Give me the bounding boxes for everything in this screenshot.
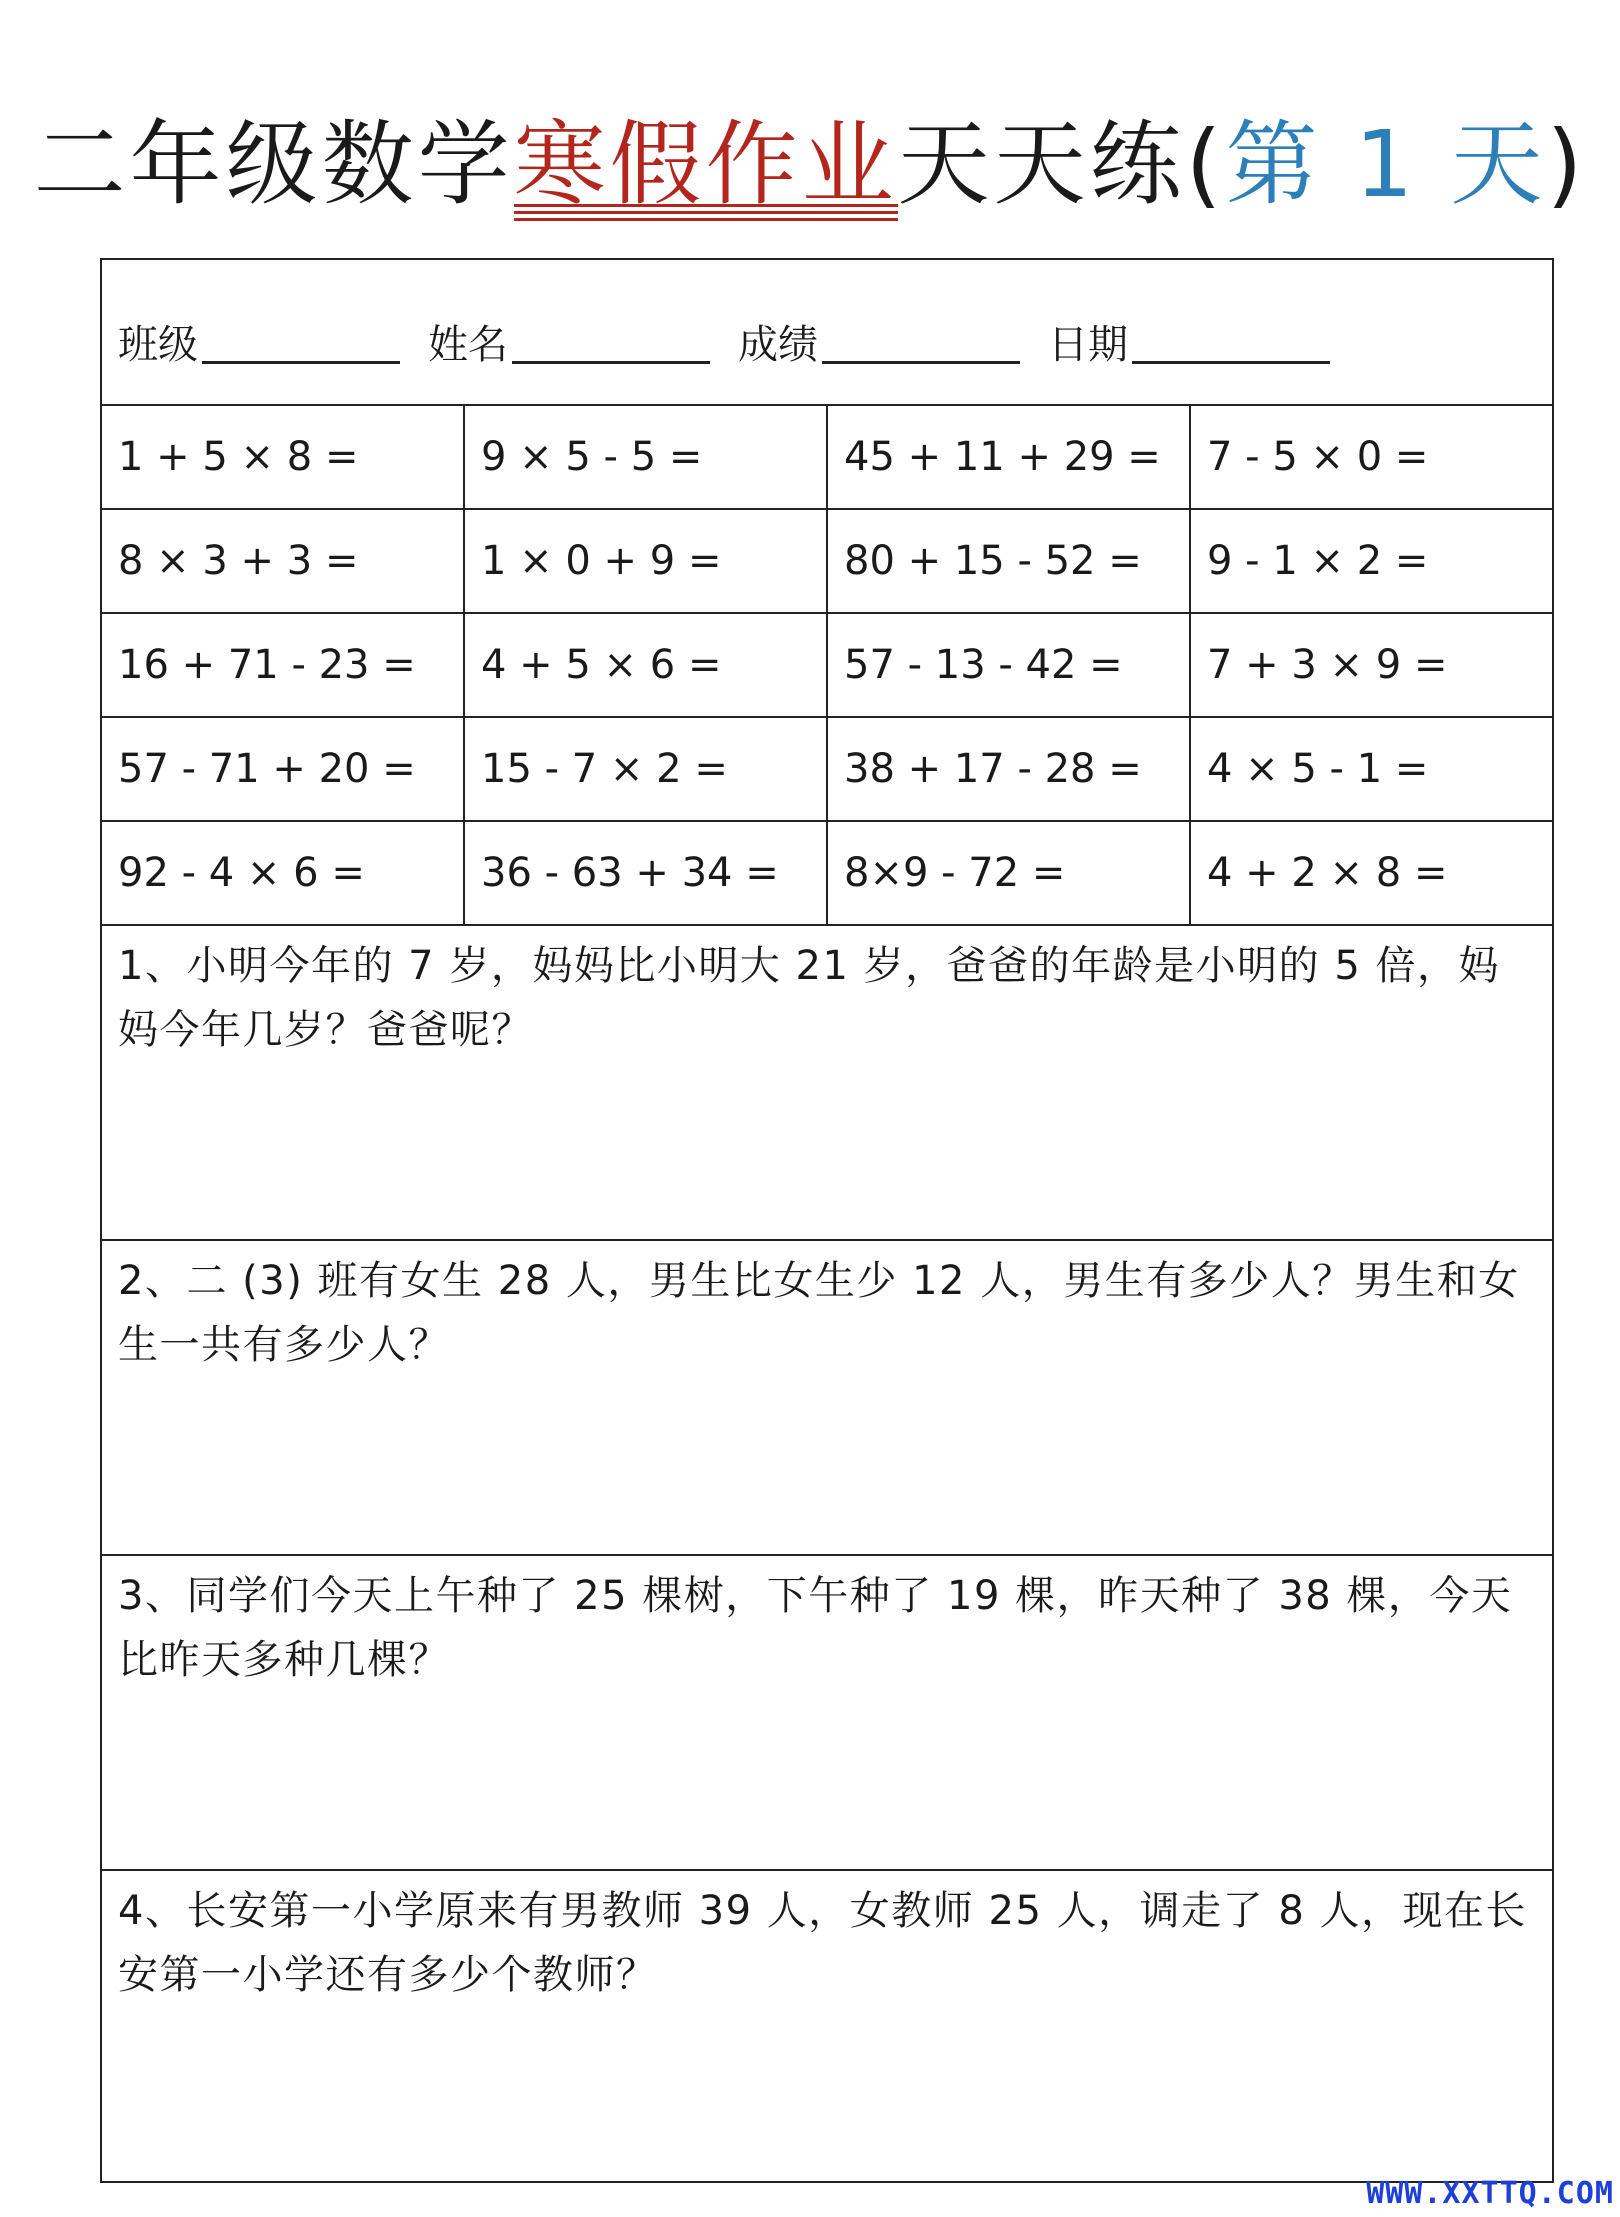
calc-cell: 7 + 3 × 9 = bbox=[1207, 642, 1448, 688]
score-field bbox=[738, 313, 1020, 370]
calc-row bbox=[102, 822, 1552, 926]
calc-cell: 57 - 71 + 20 = bbox=[102, 718, 465, 820]
site-watermark: WWW.XXTTQ.COM bbox=[1366, 2176, 1614, 2211]
calc-cell: 92 - 4 × 6 = bbox=[102, 822, 465, 924]
info-header-row bbox=[102, 260, 1552, 406]
calc-cell: 4 + 2 × 8 = bbox=[1207, 850, 1448, 896]
name-label: 姓名 bbox=[428, 322, 508, 368]
word-problem-4: 4、长安第一小学原来有男教师 39 人，女教师 25 人，调走了 8 人，现在长安第一小学还有多少个教师？ bbox=[118, 1888, 1527, 1998]
calc-cell: 8 × 3 + 3 = bbox=[102, 510, 465, 612]
calculation-grid bbox=[102, 406, 1552, 926]
calc-cell: 15 - 7 × 2 = bbox=[465, 718, 828, 820]
name-field bbox=[428, 313, 710, 370]
class-field bbox=[118, 313, 400, 370]
name-blank[interactable] bbox=[512, 355, 710, 364]
page-title bbox=[0, 105, 1620, 225]
title-daily-practice: 天天练( bbox=[897, 111, 1226, 218]
word-problems bbox=[102, 926, 1552, 2181]
class-blank[interactable] bbox=[202, 355, 400, 364]
calc-cell: 16 + 71 - 23 = bbox=[102, 614, 465, 716]
calc-cell: 45 + 11 + 29 = bbox=[828, 406, 1191, 508]
date-blank[interactable] bbox=[1132, 355, 1330, 364]
title-day-number: 第 1 天 bbox=[1225, 111, 1547, 218]
calc-cell: 36 - 63 + 34 = bbox=[465, 822, 828, 924]
word-problem-3: 3、同学们今天上午种了 25 棵树，下午种了 19 棵，昨天种了 38 棵，今天比昨天多种几棵？ bbox=[102, 1556, 1552, 1871]
calc-cell: 7 - 5 × 0 = bbox=[1207, 434, 1429, 480]
word-problem-1: 1、小明今年的 7 岁，妈妈比小明大 21 岁，爸爸的年龄是小明的 5 倍，妈妈今年几岁？爸爸呢？ bbox=[102, 926, 1552, 1241]
calc-cell: 9 × 5 - 5 = bbox=[465, 406, 828, 508]
score-label: 成绩 bbox=[738, 322, 818, 368]
calc-cell: 8×9 - 72 = bbox=[828, 822, 1191, 924]
calc-cell: 9 - 1 × 2 = bbox=[1207, 538, 1429, 584]
calc-cell: 38 + 17 - 28 = bbox=[828, 718, 1191, 820]
worksheet bbox=[100, 258, 1554, 2183]
calc-row bbox=[102, 510, 1552, 614]
date-field bbox=[1048, 313, 1330, 370]
calc-row bbox=[102, 406, 1552, 510]
calc-cell: 1 × 0 + 9 = bbox=[465, 510, 828, 612]
calc-row bbox=[102, 614, 1552, 718]
word-problem-2: 2、二 (3) 班有女生 28 人，男生比女生少 12 人，男生有多少人？男生和女生一共有多少人？ bbox=[102, 1241, 1552, 1556]
calc-cell: 57 - 13 - 42 = bbox=[828, 614, 1191, 716]
calc-cell: 4 + 5 × 6 = bbox=[465, 614, 828, 716]
score-blank[interactable] bbox=[822, 355, 1020, 364]
date-label: 日期 bbox=[1048, 322, 1128, 368]
calc-cell: 4 × 5 - 1 = bbox=[1207, 746, 1429, 792]
calc-cell: 1 + 5 × 8 = bbox=[102, 406, 465, 508]
title-close-paren: ) bbox=[1546, 111, 1587, 218]
calc-row bbox=[102, 718, 1552, 822]
title-grade-math: 二年级数学 bbox=[33, 111, 514, 218]
title-winter-homework: 寒假作业 bbox=[514, 105, 898, 225]
calc-cell: 80 + 15 - 52 = bbox=[828, 510, 1191, 612]
class-label: 班级 bbox=[118, 322, 198, 368]
